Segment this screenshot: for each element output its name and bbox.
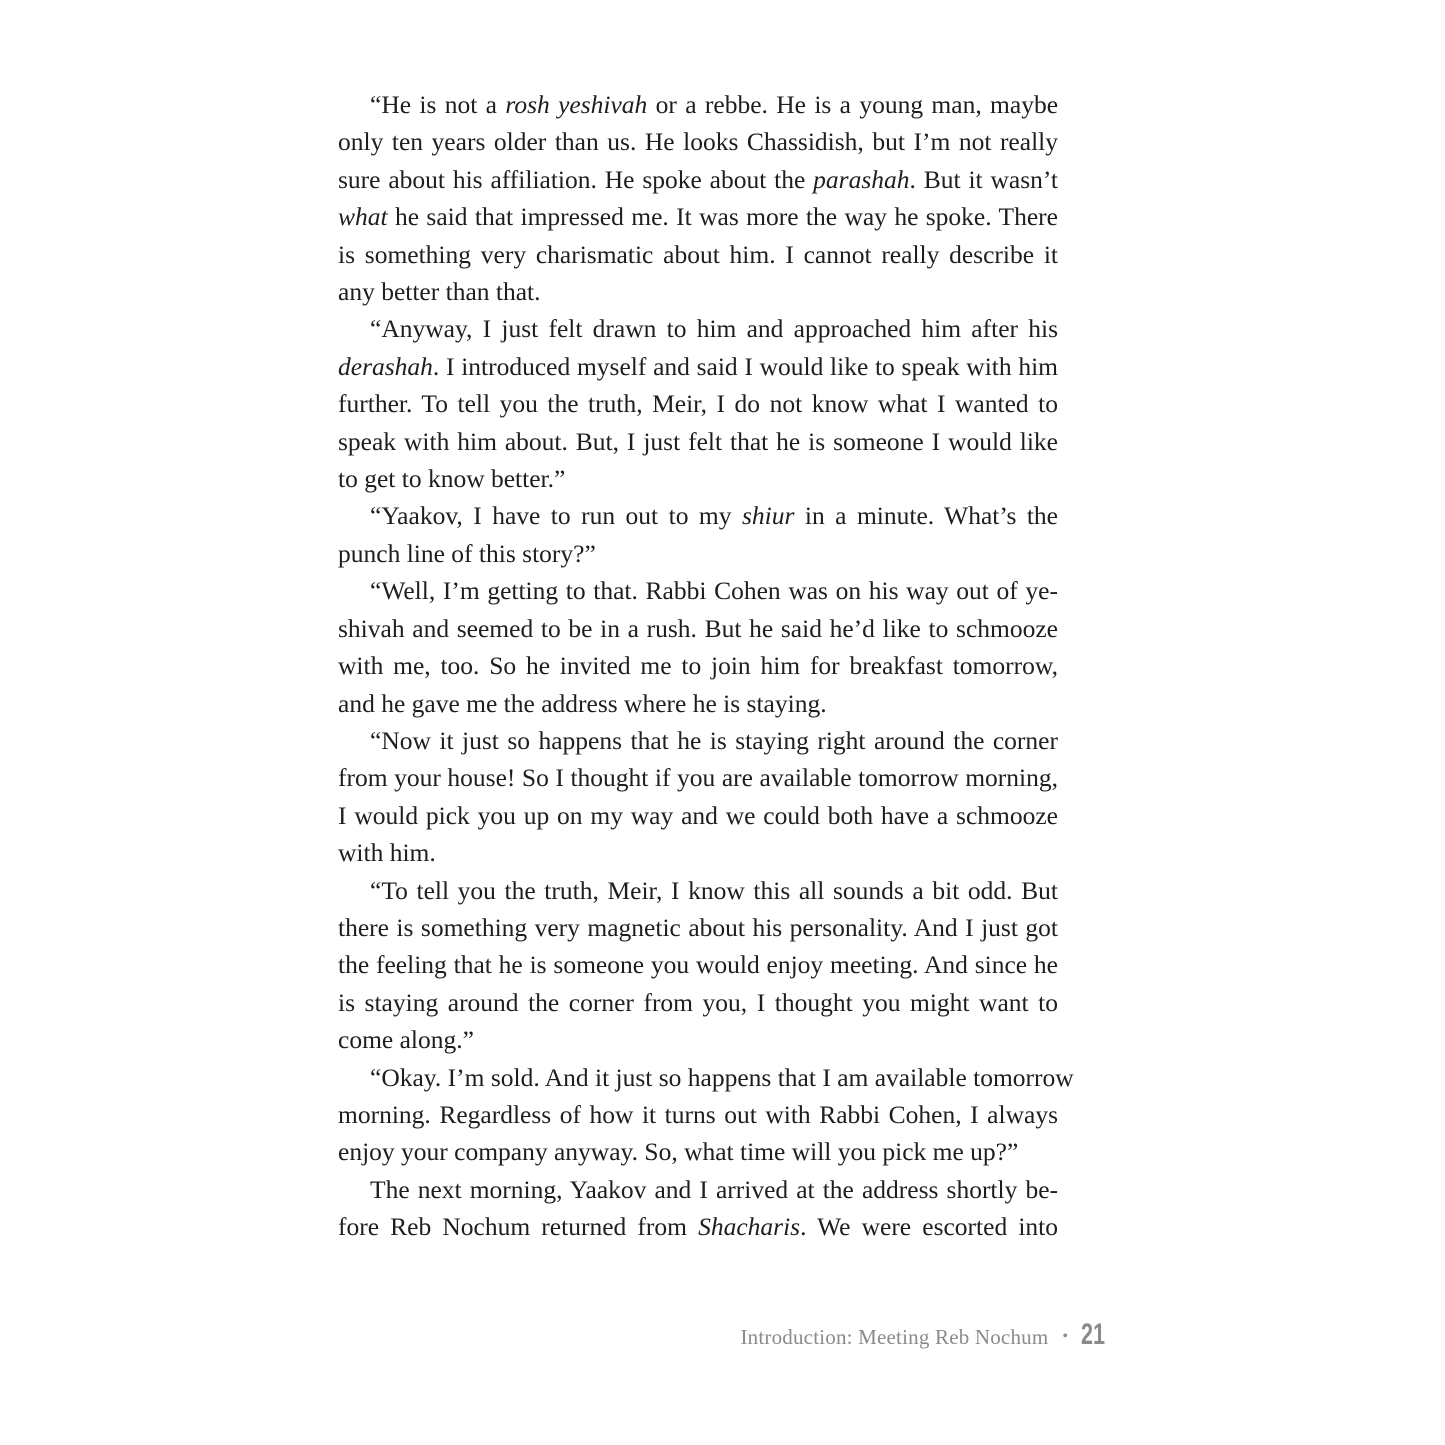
text-line: I would pick you up on my way and we could both have a schmooze [338, 800, 1058, 830]
text-line: The next morning, Yaakov and I arrived at the address shortly be- [370, 1174, 1058, 1204]
text-line: come along.” [338, 1025, 474, 1055]
bullet-separator: • [1062, 1328, 1068, 1345]
text-line: “Yaakov, I have to run out to my shiur in a minute. What’s the [370, 501, 1058, 531]
text-line: further. To tell you the truth, Meir, I do not know what I wanted to [338, 389, 1058, 419]
text-line: “Well, I’m getting to that. Rabbi Cohen was on his way out of ye- [370, 576, 1058, 606]
text-line: “Okay. I’m sold. And it just so happens that I am available tomorrow [370, 1062, 1074, 1092]
paragraph [338, 1171, 1058, 1246]
text-line: is staying around the corner from you, I thought you might want to [338, 987, 1058, 1017]
paragraph [338, 310, 1058, 497]
text-line: “He is not a rosh yeshivah or a rebbe. He is a young man, maybe [370, 90, 1059, 119]
text-line: and he gave me the address where he is staying. [338, 688, 827, 718]
text-line: to get to know better.” [338, 464, 566, 494]
text-line: from your house! So I thought if you are available tomorrow morning, [338, 763, 1058, 793]
page-number: 21 [1081, 1318, 1106, 1351]
paragraph [338, 1059, 1074, 1171]
text-line: what he said that impressed me. It was more the way he spoke. There [338, 202, 1058, 232]
text-line: morning. Regardless of how it turns out with Rabbi Cohen, I always [338, 1099, 1058, 1129]
text-line: with him. [338, 838, 436, 868]
text-line: any better than that. [338, 277, 541, 307]
paragraph [338, 722, 1058, 872]
text-line: is something very charismatic about him. I cannot really describe it [338, 239, 1058, 269]
text-line: derashah. I introduced myself and said I would like to speak with him [338, 351, 1058, 381]
paragraph [338, 872, 1058, 1059]
text-line: sure about his affiliation. He spoke about the parashah. But it wasn’t [338, 164, 1058, 194]
text-line: with me, too. So he invited me to join him for breakfast tomorrow, [338, 651, 1058, 681]
text-line: only ten years older than us. He looks Chassidish, but I’m not really [338, 127, 1058, 157]
running-head: Introduction: Meeting Reb Nochum [740, 1325, 1049, 1349]
paragraph [338, 86, 1058, 310]
text-line: “Now it just so happens that he is staying right around the corner [370, 725, 1058, 755]
text-line: speak with him about. But, I just felt that he is someone I would like [338, 426, 1058, 456]
paragraph [338, 497, 1058, 572]
page-footer [740, 1318, 1111, 1352]
body-text [338, 86, 1074, 1246]
text-line: there is something very magnetic about his personality. And I just got [338, 912, 1058, 942]
text-line: fore Reb Nochum returned from Shacharis. We were escorted into [338, 1212, 1058, 1242]
text-line: the feeling that he is someone you would enjoy meeting. And since he [338, 950, 1058, 980]
text-line: “Anyway, I just felt drawn to him and approached him after his [370, 314, 1058, 344]
text-line: enjoy your company anyway. So, what time will you pick me up?” [338, 1137, 1019, 1167]
text-line: shivah and seemed to be in a rush. But he said he’d like to schmooze [338, 613, 1058, 643]
paragraph [338, 572, 1058, 722]
text-line: punch line of this story?” [338, 538, 596, 568]
text-line: “To tell you the truth, Meir, I know this all sounds a bit odd. But [370, 875, 1058, 905]
